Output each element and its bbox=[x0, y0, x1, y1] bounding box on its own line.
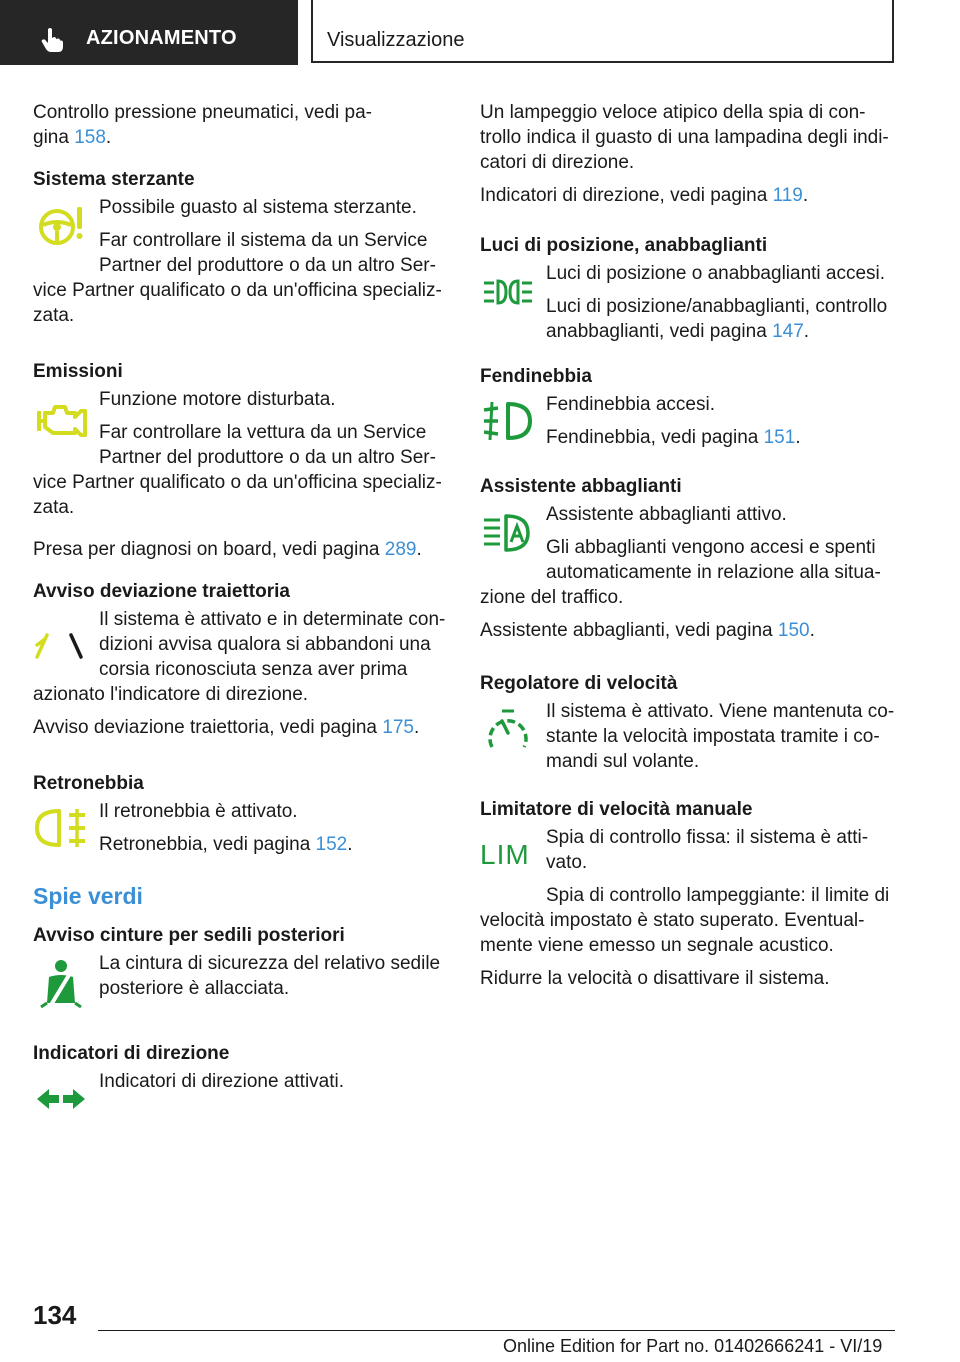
page-link-119[interactable]: 119 bbox=[772, 185, 803, 206]
rear-fog-ref-paragraph: Retronebbia, vedi pagina 152. bbox=[99, 834, 353, 855]
blink-line1: Un lampeggio veloce atipico della spia di con- bbox=[480, 102, 866, 123]
lim-line1: Spia di controllo fissa: il sistema è atti- bbox=[546, 827, 869, 848]
hba-ref-paragraph: Assistente abbaglianti, vedi pagina 150. bbox=[480, 620, 815, 641]
rear-fog-text: Il retronebbia è attivato. bbox=[99, 801, 298, 822]
tyre-pressure-paragraph: Controllo pressione pneumatici, vedi pa- gina 158. bbox=[33, 102, 373, 148]
page-link-147[interactable]: 147 bbox=[772, 321, 804, 342]
page-link-150[interactable]: 150 bbox=[777, 620, 810, 641]
page-header bbox=[0, 0, 960, 66]
high-beam-assist-heading: Assistente abbaglianti bbox=[480, 476, 682, 497]
hba-line1: Gli abbaglianti vengono accesi e spenti bbox=[546, 537, 876, 558]
lim-line4: velocità impostato è stato superato. Eventual- bbox=[480, 910, 865, 931]
subsection-title: Visualizzazione bbox=[327, 29, 465, 51]
steering-service-line1: Far controllare il sistema da un Service bbox=[99, 230, 428, 251]
steering-fault-text: Possibile guasto al sistema sterzante. bbox=[99, 197, 417, 218]
steering-heading: Sistema sterzante bbox=[33, 169, 195, 190]
lights-ref-line1: Luci di posizione/anabbaglianti, controllo bbox=[546, 296, 888, 317]
engine-fault-text: Funzione motore disturbata. bbox=[99, 389, 336, 410]
lane-line4: azionato l'indicatore di direzione. bbox=[33, 684, 309, 705]
front-fog-heading: Fendinebbia bbox=[480, 366, 592, 387]
lane-departure-heading: Avviso deviazione traiettoria bbox=[33, 581, 290, 602]
lane-ref-paragraph: Avviso deviazione traiettoria, vedi pagina 175. bbox=[33, 717, 420, 738]
rear-fog-heading: Retronebbia bbox=[33, 773, 144, 794]
lane-departure-icon bbox=[33, 621, 89, 671]
high-beam-assist-icon bbox=[480, 508, 536, 558]
section-tab bbox=[0, 0, 298, 65]
left-column bbox=[33, 100, 453, 1129]
page-link-158[interactable]: 158 bbox=[74, 127, 106, 148]
lane-line3: corsia riconosciuta senza aver prima bbox=[99, 659, 408, 680]
low-beam-icon bbox=[480, 267, 536, 317]
lights-ref-line2: anabbaglianti, vedi pagina 147. bbox=[546, 321, 810, 342]
page-link-175[interactable]: 175 bbox=[382, 717, 414, 738]
edition-text: Online Edition for Part no. 01402666241 - VI/19 bbox=[503, 1336, 883, 1356]
page-link-289[interactable]: 289 bbox=[384, 539, 417, 560]
belt-line1: La cintura di sicurezza del relativo sedile bbox=[99, 953, 441, 974]
obd-paragraph: Presa per diagnosi on board, vedi pagina 289. bbox=[33, 539, 422, 560]
green-lights-heading: Spie verdi bbox=[33, 883, 143, 909]
turn-ref-paragraph: Indicatori di direzione, vedi pagina 119. bbox=[480, 185, 809, 206]
right-column bbox=[480, 100, 900, 999]
engine-service-line4: zata. bbox=[33, 497, 75, 518]
rear-fog-icon bbox=[33, 803, 89, 853]
hba-active-text: Assistente abbaglianti attivo. bbox=[546, 504, 787, 525]
engine-check-icon bbox=[33, 395, 89, 445]
turn-signal-icon bbox=[33, 1077, 89, 1127]
lane-line2: dizioni avvisa qualora si abbandoni una bbox=[99, 634, 431, 655]
cruise-line2: stante la velocità impostata tramite i co- bbox=[546, 726, 880, 747]
hba-line2: automaticamente in relazione alla situa- bbox=[546, 562, 881, 583]
rear-belt-heading: Avviso cinture per sedili posteriori bbox=[33, 925, 345, 946]
lim-line6: Ridurre la velocità o disattivare il sistema. bbox=[480, 968, 830, 989]
belt-line2: posteriore è allacciata. bbox=[99, 978, 290, 999]
speed-limiter-heading: Limitatore di velocità manuale bbox=[480, 799, 753, 820]
subsection-tab bbox=[311, 0, 894, 63]
front-fog-ref-paragraph: Fendinebbia, vedi pagina 151. bbox=[546, 427, 801, 448]
hand-pointer-icon bbox=[40, 27, 64, 53]
steering-service-line2: Partner del produttore o da un altro Ser- bbox=[99, 255, 436, 276]
lim-icon: LIM bbox=[480, 839, 530, 870]
steering-warning-icon bbox=[33, 201, 89, 251]
blink-line3: catori di direzione. bbox=[480, 152, 635, 173]
steering-service-line3: vice Partner qualificato o da un'officina specializ- bbox=[33, 280, 442, 301]
lane-line1: Il sistema è attivato e in determinate con- bbox=[99, 609, 446, 630]
front-fog-icon bbox=[480, 396, 536, 446]
lim-line3: Spia di controllo lampeggiante: il limite di bbox=[546, 885, 890, 906]
section-title: AZIONAMENTO bbox=[86, 27, 237, 49]
blink-line2: trollo indica il guasto di una lampadina degli indi- bbox=[480, 127, 889, 148]
lim-line2: vato. bbox=[546, 852, 588, 873]
lim-line5: mente viene emesso un segnale acustico. bbox=[480, 935, 834, 956]
engine-service-line1: Far controllare la vettura da un Service bbox=[99, 422, 427, 443]
cruise-control-icon bbox=[480, 707, 536, 757]
page-link-152[interactable]: 152 bbox=[315, 834, 348, 855]
cruise-line1: Il sistema è attivato. Viene mantenuta co- bbox=[546, 701, 895, 722]
cruise-line3: mandi sul volante. bbox=[546, 751, 700, 772]
engine-service-line2: Partner del produttore o da un altro Ser- bbox=[99, 447, 436, 468]
lights-on-text: Luci di posizione o anabbaglianti accesi. bbox=[546, 263, 886, 284]
hba-line3: zione del traffico. bbox=[480, 587, 624, 608]
footer-divider bbox=[98, 1330, 895, 1331]
page-link-151[interactable]: 151 bbox=[763, 427, 796, 448]
steering-service-line4: zata. bbox=[33, 305, 75, 326]
cruise-control-heading: Regolatore di velocità bbox=[480, 673, 678, 694]
emissions-heading: Emissioni bbox=[33, 361, 123, 382]
turn-signal-text: Indicatori di direzione attivati. bbox=[99, 1071, 345, 1092]
front-fog-text: Fendinebbia accesi. bbox=[546, 394, 715, 415]
seatbelt-icon bbox=[33, 959, 89, 1009]
page-number: 134 bbox=[33, 1300, 77, 1330]
engine-service-line3: vice Partner qualificato o da un'officina specializ- bbox=[33, 472, 442, 493]
position-lights-heading: Luci di posizione, anabbaglianti bbox=[480, 235, 768, 256]
turn-signal-heading: Indicatori di direzione bbox=[33, 1043, 230, 1064]
